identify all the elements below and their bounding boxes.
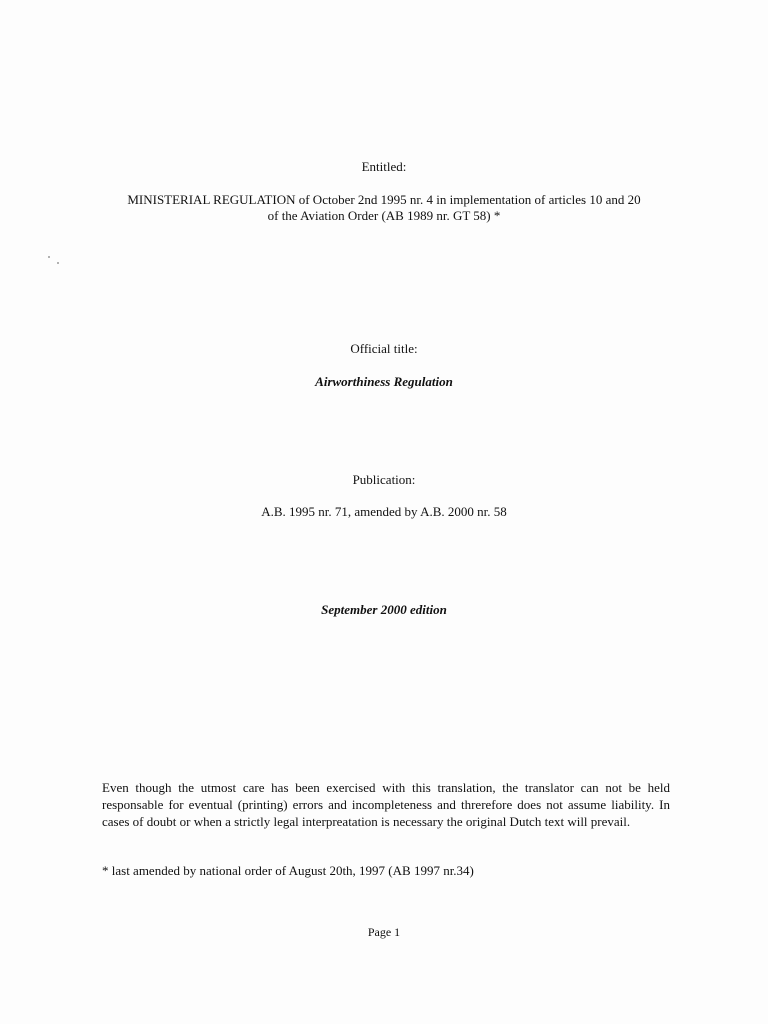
publication-text: A.B. 1995 nr. 71, amended by A.B. 2000 nr. 58 — [261, 504, 507, 519]
official-title: Airworthiness Regulation — [315, 374, 453, 389]
official-title-label: Official title: — [350, 341, 418, 356]
regulation-title-line-2: of the Aviation Order (AB 1989 nr. GT 58) * — [267, 208, 501, 223]
translation-disclaimer: Even though the utmost care has been exercised with this translation, the translator can not be held responsable for eventual (printing) errors and incompleteness and threrefore does not assume liability. In cases of doubt or when a strictly legal interpreatation is necessary the original Dutch text will prevail. — [102, 780, 670, 829]
publication-label: Publication: — [352, 472, 416, 487]
page-number: Page 1 — [367, 925, 401, 939]
edition-label: September 2000 edition — [321, 602, 447, 617]
amendment-footnote: * last amended by national order of August 20th, 1997 (AB 1997 nr.34) — [102, 863, 474, 878]
entitled-label: Entitled: — [361, 159, 407, 174]
scan-speck — [48, 256, 50, 258]
scan-speck — [57, 262, 59, 264]
regulation-title-line-1: MINISTERIAL REGULATION of October 2nd 1995 nr. 4 in implementation of articles 10 and 20 — [127, 192, 641, 207]
